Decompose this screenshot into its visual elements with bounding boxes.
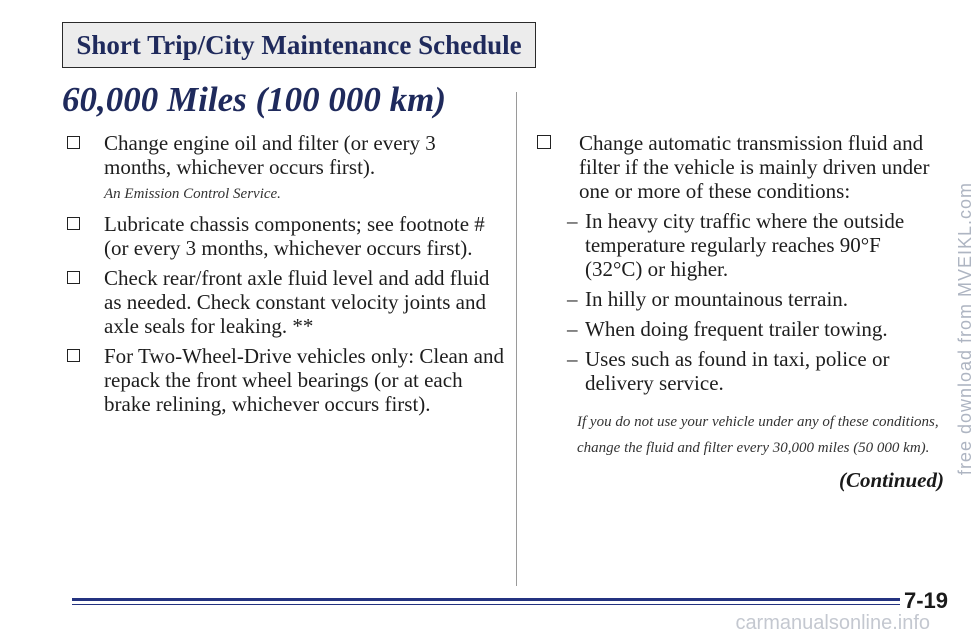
checklist-item (62, 131, 507, 179)
item-text: Change engine oil and filter (or every 3 months, whichever occurs first). (104, 131, 436, 179)
checkbox-icon[interactable] (67, 349, 80, 362)
page-number: 7-19 (903, 588, 948, 613)
footer-rule (72, 598, 900, 601)
continued-label: (Continued) (838, 468, 944, 492)
condition-item: – Uses such as found in taxi, police or delivery service. (533, 347, 943, 395)
checkbox-icon[interactable] (67, 217, 80, 230)
checklist-item (62, 212, 507, 260)
checkbox-icon[interactable] (67, 136, 80, 149)
fluid-note: If you do not use your vehicle under any of these conditions, change the fluid and filter every 30,000 miles (50 000 km). (577, 414, 939, 456)
checklist-item (533, 131, 943, 203)
page-header-title: Short Trip/City Maintenance Schedule (62, 22, 536, 68)
footer-rule-thin (72, 604, 900, 605)
right-column (533, 131, 943, 461)
item-text: Change automatic transmission fluid and filter if the vehicle is mainly driven under one or more of these conditions: (579, 131, 930, 203)
checklist-item (62, 266, 507, 338)
checkbox-icon[interactable] (537, 135, 551, 149)
item-text: Lubricate chassis components; see footnote # (or every 3 months, whichever occurs first). (104, 212, 485, 260)
item-text: Check rear/front axle fluid level and add fluid as needed. Check constant velocity joints and axle seals for leaking. ** (104, 266, 490, 338)
emission-note: An Emission Control Service. (104, 186, 281, 202)
checkbox-icon[interactable] (67, 271, 80, 284)
bottom-watermark: carmanualsonline.info (735, 612, 930, 634)
left-column (62, 131, 507, 422)
condition-item: – When doing frequent trailer towing. (533, 317, 943, 341)
item-text: For Two-Wheel-Drive vehicles only: Clean and repack the front wheel bearings (or at each brake relining, whichever occurs first). (104, 344, 504, 416)
condition-list (533, 209, 943, 395)
condition-item: – In hilly or mountainous terrain. (533, 287, 943, 311)
side-watermark: free download from MVEIKL.com (954, 181, 975, 476)
section-title: 60,000 Miles (100 000 km) (62, 80, 447, 119)
checklist-item (62, 344, 507, 416)
column-divider (516, 92, 517, 586)
condition-item: – In heavy city traffic where the outside temperature regularly reaches 90°F (32°C) or higher. (533, 209, 943, 281)
